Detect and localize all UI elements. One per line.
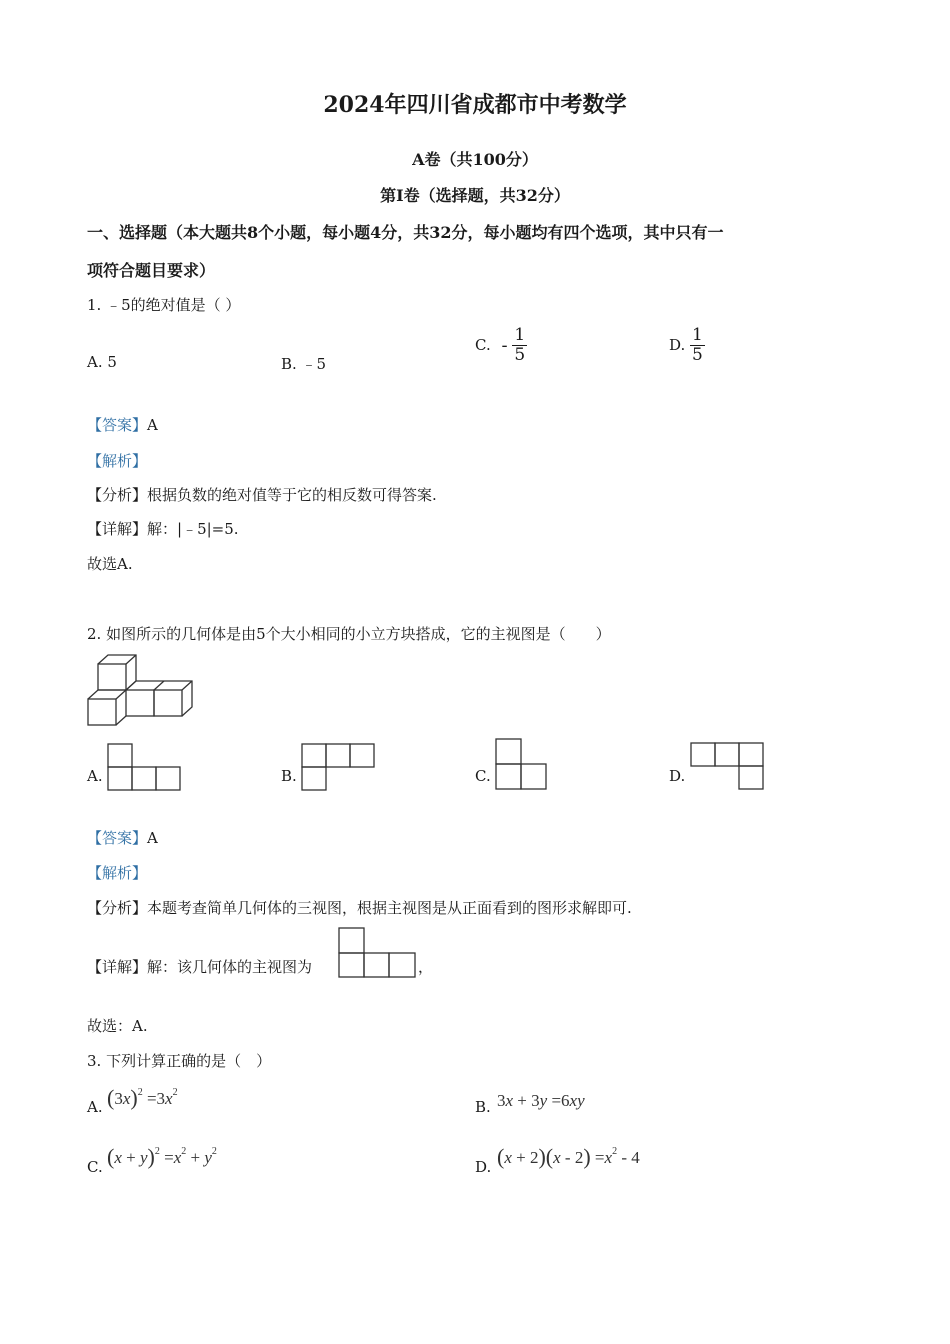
q3-option-c-label: C. xyxy=(87,1158,103,1176)
q3-option-a-formula: $(3x)^2 =3x^2$ xyxy=(107,1085,178,1110)
q2-answer xyxy=(87,827,158,848)
part-subtitle: 第I卷（选择题，共32分） xyxy=(380,186,570,205)
q1-option-c-sign: - xyxy=(501,334,508,356)
q1-option-d xyxy=(669,326,705,364)
q1-option-d-fraction xyxy=(690,326,705,364)
page-title: 2024年四川省成都市中考数学 xyxy=(323,92,627,118)
q3-option-c-formula: $(x + y)^2 =x^2 + y^2$ xyxy=(107,1144,217,1169)
section-heading-line2: 项符合题目要求） xyxy=(87,261,216,280)
q1-option-d-numerator: 1 xyxy=(692,325,703,345)
q2-choose: 故选：A. xyxy=(87,1017,148,1035)
q1-fenxi-tag: 【分析】 xyxy=(87,486,148,504)
question-2-stem: 2. 如图所示的几何体是由5个大小相同的小立方块搭成，它的主视图是（ ） xyxy=(87,625,611,643)
q3-option-b-formula: 3x + 3y =6xy xyxy=(497,1091,585,1110)
q1-answer-value: A xyxy=(147,416,158,434)
section-heading-line1: 一、选择题（本大题共8个小题，每小题4分，共32分，每小题均有四个选项，其中只有一 xyxy=(87,223,724,242)
q2-fenxi-tag: 【分析】 xyxy=(87,899,148,917)
q1-option-c-label: C. xyxy=(475,336,491,355)
q2-solid-figure xyxy=(84,652,200,730)
q1-xiangjie-tag: 【详解】 xyxy=(87,520,148,538)
q2-answer-figure xyxy=(338,927,418,979)
q2-option-c-label: C. xyxy=(475,767,491,785)
q2-fenxi xyxy=(87,897,632,918)
q1-xiangjie-text: 解：|﹣5|=5. xyxy=(147,520,239,538)
q1-option-c xyxy=(475,326,527,364)
q1-fenxi-text: 根据负数的绝对值等于它的相反数可得答案. xyxy=(147,486,437,504)
q1-fenxi xyxy=(87,484,437,505)
q1-option-d-denominator: 5 xyxy=(692,344,703,365)
q2-option-a-label: A. xyxy=(87,767,103,785)
q1-analysis-tag: 【解析】 xyxy=(87,452,148,470)
q2-fenxi-text: 本题考查简单几何体的三视图，根据主视图是从正面看到的图形求解即可. xyxy=(147,899,632,917)
q2-xiangjie-tag: 【详解】 xyxy=(87,958,148,976)
q2-option-d-label: D. xyxy=(669,767,686,785)
q2-option-b-label: B. xyxy=(281,767,297,785)
q1-option-a: A. 5 xyxy=(87,353,117,371)
q1-option-d-label: D. xyxy=(669,336,686,355)
volume-subtitle: A卷（共100分） xyxy=(412,150,538,169)
q3-option-d-formula: $(x + 2)(x - 2) =x^2 - 4$ xyxy=(497,1144,640,1169)
q1-choose: 故选A. xyxy=(87,555,133,573)
q1-option-c-denominator: 5 xyxy=(514,344,526,365)
q2-answer-tag: 【答案】 xyxy=(87,829,148,847)
q1-answer-tag: 【答案】 xyxy=(87,416,148,434)
q2-option-d-figure xyxy=(690,742,766,790)
question-3-stem: 3. 下列计算正确的是（ ） xyxy=(87,1052,272,1070)
q2-option-b-figure xyxy=(301,743,375,791)
q2-analysis-tag: 【解析】 xyxy=(87,864,148,882)
question-1-stem: 1. ﹣5的绝对值是（ ） xyxy=(87,296,241,314)
q2-option-a-figure xyxy=(107,743,181,791)
q1-xiangjie xyxy=(87,518,239,539)
q3-option-a-label: A. xyxy=(87,1098,103,1116)
q1-option-b: B. ﹣5 xyxy=(281,355,327,373)
q1-option-c-numerator: 1 xyxy=(514,325,526,345)
q2-answer-value: A xyxy=(147,829,158,847)
q2-xiangjie xyxy=(87,956,312,977)
q1-answer xyxy=(87,414,158,435)
q2-xiangjie-text: 解：该几何体的主视图为 xyxy=(147,958,313,976)
q1-option-c-fraction xyxy=(512,326,527,364)
q3-option-b-label: B. xyxy=(475,1098,491,1116)
q2-xiangjie-end: ， xyxy=(418,958,434,976)
q3-option-d-label: D. xyxy=(475,1158,492,1176)
q2-option-c-figure xyxy=(495,738,549,790)
